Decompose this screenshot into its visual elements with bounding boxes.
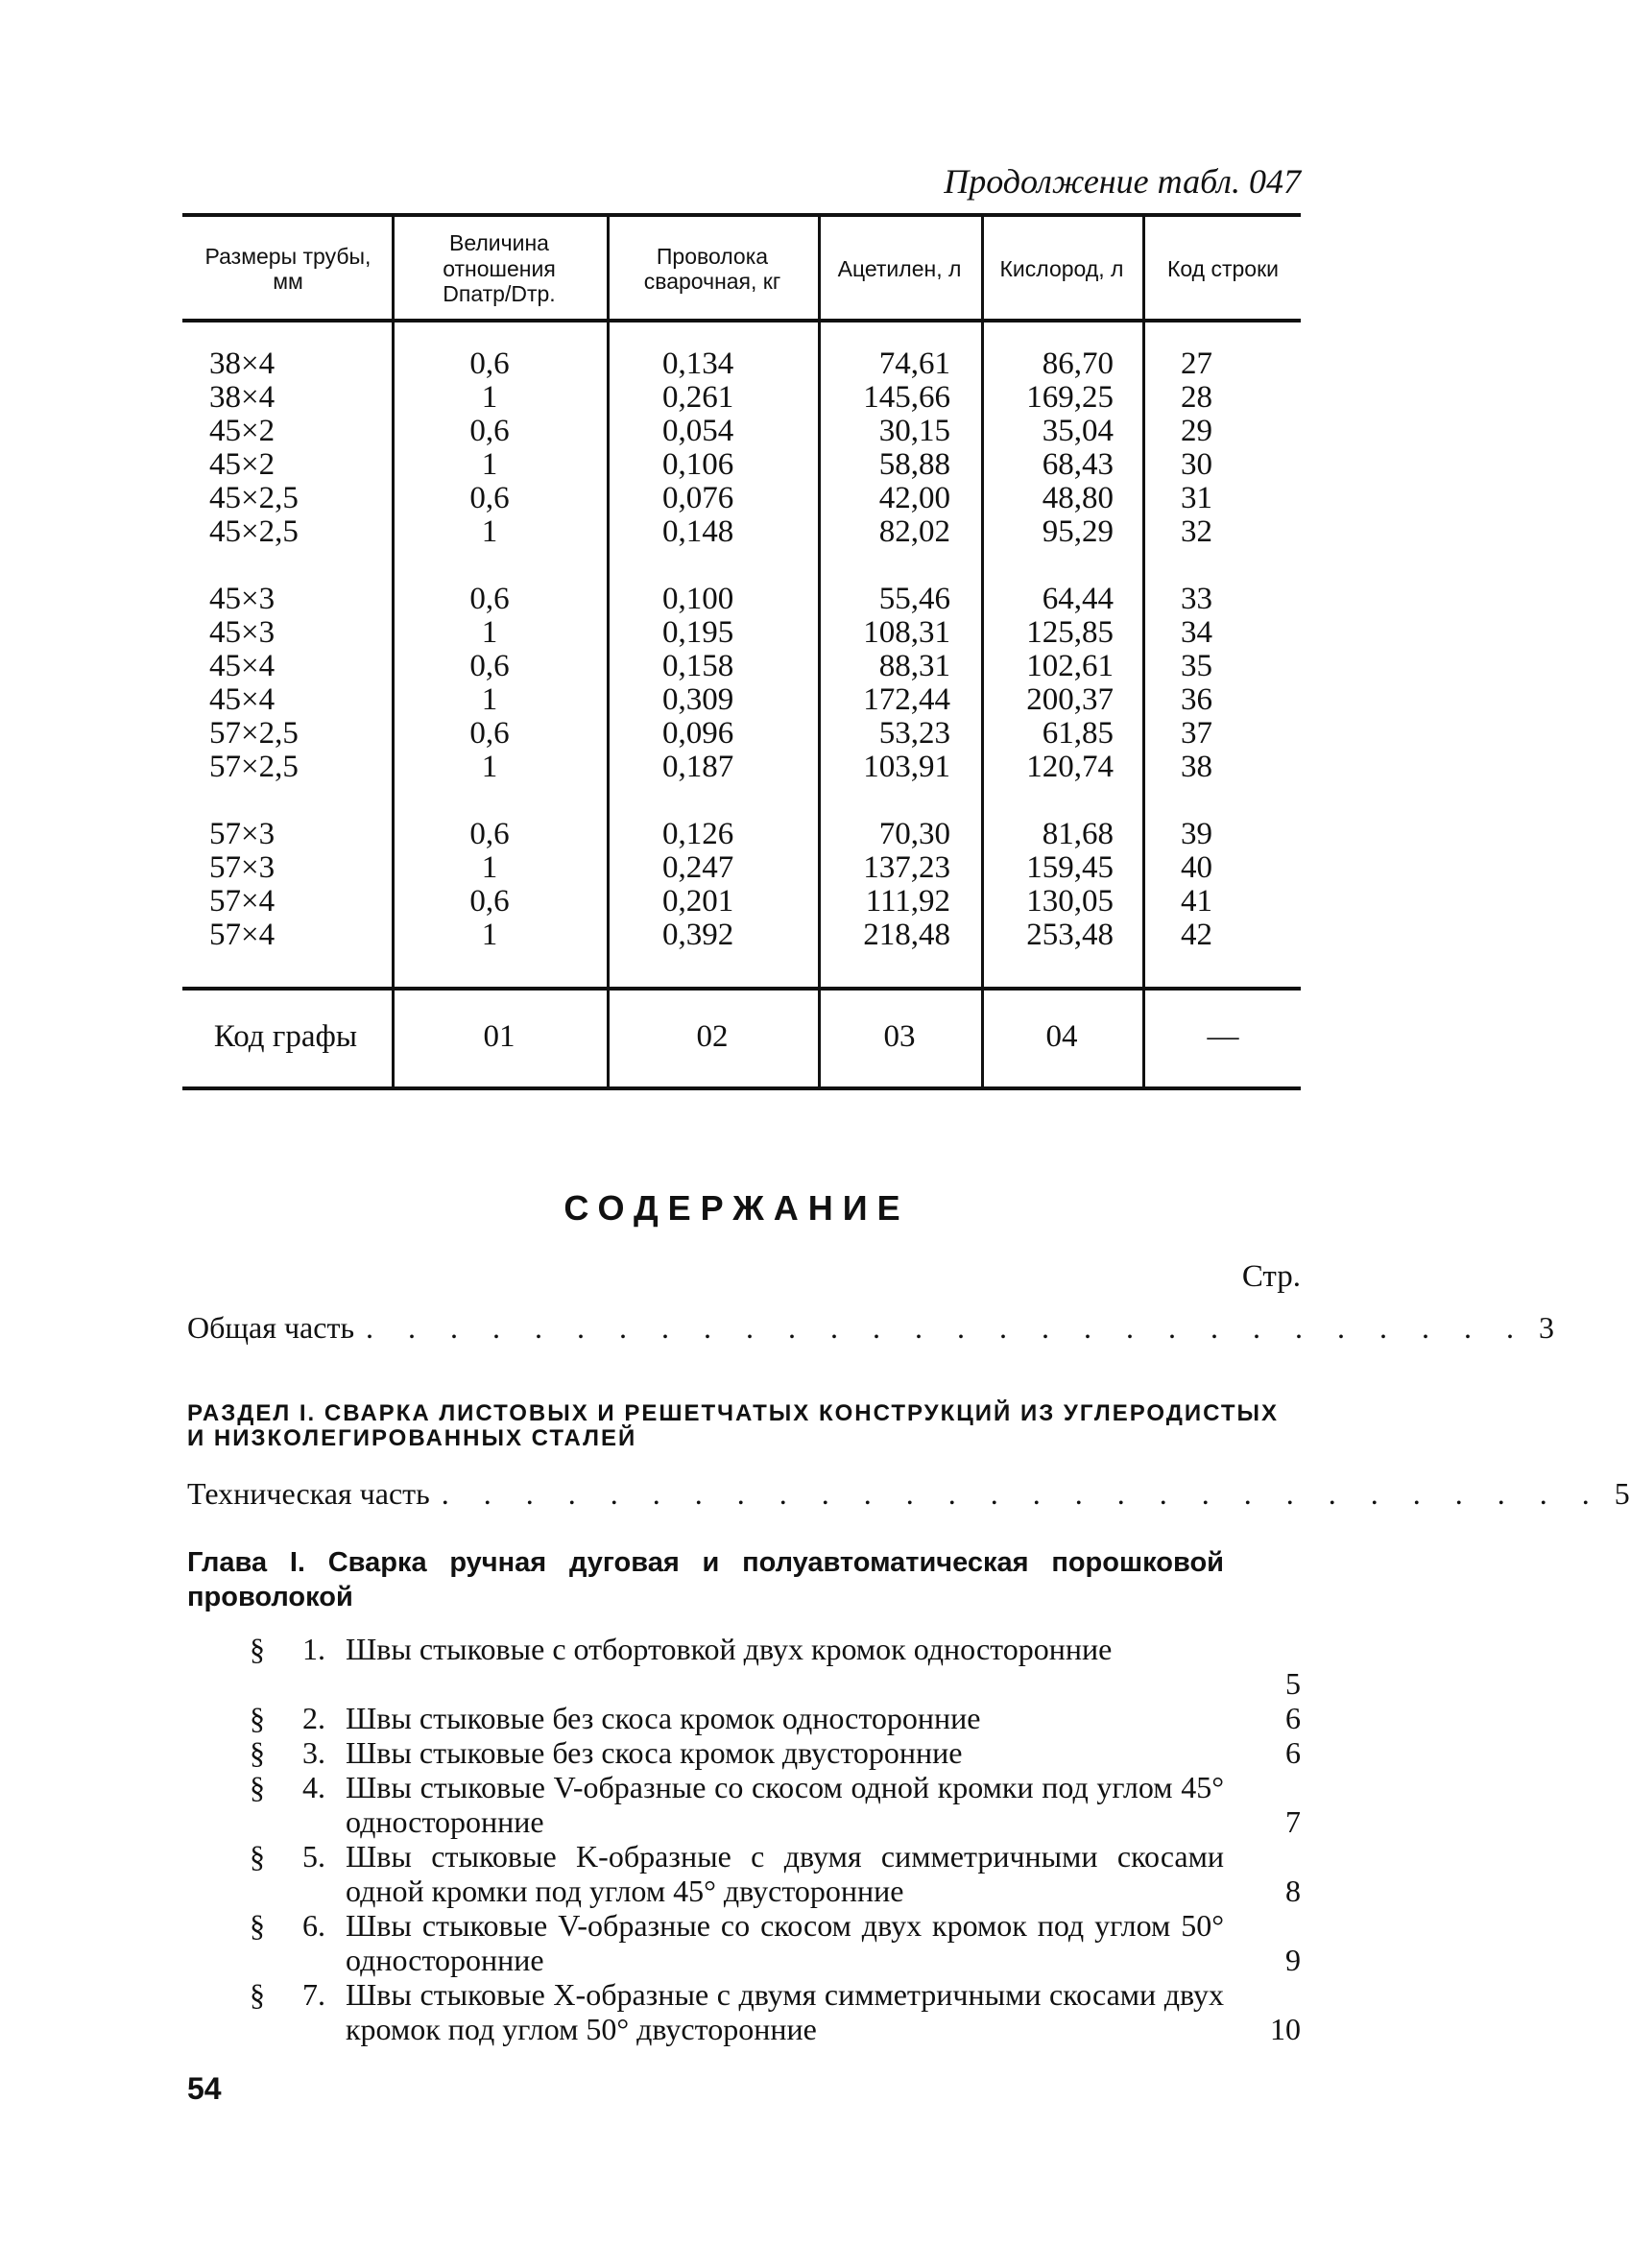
item-number: 1. [302,1632,325,1666]
table-cell: 57×4 [209,884,276,919]
table-cell: 1 [481,850,498,885]
item-text: Швы стыковые V-образные со скосом двух кромок под углом 50° односторонние [346,1908,1224,1977]
table-cell: 111,92 [865,884,950,919]
toc-item [250,1770,1301,1839]
item-number: 3. [302,1735,325,1770]
leader-dots: . . . . . . . . . . . . . . . . . . . . . . . . . . . . [441,1476,1603,1511]
table-header-rule [182,319,1301,322]
table-cell: 0,261 [662,380,734,415]
table-cell: 1 [481,447,498,482]
table-cell: 41 [1181,884,1212,919]
table-cell: 38 [1181,750,1212,784]
item-page: 7 [1285,1804,1301,1839]
section-sign: § [250,1701,265,1735]
item-text: Швы стыковые X-образные с двумя симметричными скосами двух кромок под углом 50° двусторонние [346,1977,1224,2046]
table-cell: 45×2 [209,414,276,448]
table-cell: 0,392 [662,918,734,952]
table-cell: 64,44 [1042,582,1114,616]
table-cell: 120,74 [1026,750,1114,784]
table-cell: 0,309 [662,682,734,717]
item-page: 6 [1285,1701,1301,1735]
section-sign: § [250,1735,265,1770]
toc-entry-page: 5 [1614,1476,1630,1511]
table-cell: 27 [1181,346,1212,381]
column-ratio [413,347,566,952]
table-cell: 159,45 [1026,850,1114,885]
table-cell: 1 [481,682,498,717]
toc-entry-label: Техническая часть [187,1476,430,1511]
table-cell: 42 [1181,918,1212,952]
table-cell: 130,05 [1026,884,1114,919]
section-sign: § [250,1632,265,1666]
table-cell: 0,187 [662,750,734,784]
chapter-heading: Глава I. Сварка ручная дуговая и полуавтоматическая порошковой проволокой [187,1547,1224,1612]
table-cell: 0,6 [469,716,510,751]
toc-page-label: Стр. [1241,1259,1301,1294]
footer-code: 04 [1045,1018,1078,1054]
section-heading: РАЗДЕЛ I. СВАРКА ЛИСТОВЫХ И РЕШЕТЧАТЫХ КОНСТРУКЦИЙ ИЗ УГЛЕРОДИСТЫХ И НИЗКОЛЕГИРОВАННЫХ СТАЛЕЙ [187,1400,1279,1451]
table-cell: 45×4 [209,682,276,717]
table-cell: 57×4 [209,918,276,952]
table-cell: 1 [481,380,498,415]
table-cell: 200,37 [1026,682,1114,717]
footer-code: 02 [696,1018,729,1054]
table-cell: 57×2,5 [209,716,299,751]
table-caption: Продолжение табл. 047 [944,162,1301,201]
header-wire: Проволока сварочная, кг [643,243,781,294]
table-cell: 35 [1181,649,1212,683]
column-divider [392,213,395,1086]
table-cell: 145,66 [863,380,950,415]
footer-code: — [1207,1018,1239,1054]
table-cell: 74,61 [878,346,950,381]
footer-label: Код графы [213,1018,358,1054]
column-row-code [1181,347,1258,952]
table-body-rule [182,987,1301,991]
table-cell: 0,6 [469,649,510,683]
table-cell: 0,6 [469,481,510,515]
table-cell: 253,48 [1026,918,1114,952]
table-cell: 1 [481,918,498,952]
table-cell: 48,80 [1042,481,1114,515]
table-cell: 55,46 [878,582,950,616]
table-cell: 0,134 [662,346,734,381]
table-cell: 0,158 [662,649,734,683]
header-oxygen: Кислород, л [999,255,1124,281]
table-cell: 37 [1181,716,1212,751]
item-number: 4. [302,1770,325,1804]
table-cell: 0,054 [662,414,734,448]
column-acetylene [826,347,950,952]
table-cell: 38×4 [209,346,276,381]
table-top-rule [182,213,1301,217]
leader-dots: . . . . . . . . . . . . . . . . . . . . . . . . . . . . [366,1310,1528,1345]
page-number: 54 [187,2071,222,2106]
item-page: 8 [1285,1874,1301,1908]
table-cell: 0,148 [662,514,734,549]
table-cell: 0,076 [662,481,734,515]
toc-technical [187,1476,1630,1512]
table-cell: 0,126 [662,817,734,851]
item-number: 6. [302,1908,325,1943]
table-cell: 58,88 [878,447,950,482]
item-text: Швы стыковые с отбортовкой двух кромок односторонние [346,1632,1113,1666]
table-cell: 57×3 [209,850,276,885]
table-cell: 86,70 [1042,346,1114,381]
item-page: 10 [1270,2012,1301,2046]
table-cell: 45×2,5 [209,481,299,515]
item-number: 5. [302,1839,325,1874]
item-text: Швы стыковые V-образные со скосом одной кромки под углом 45° односторонние [346,1770,1224,1839]
table-cell: 1 [481,514,498,549]
table-cell: 33 [1181,582,1212,616]
table-cell: 45×3 [209,582,276,616]
table-cell: 0,247 [662,850,734,885]
item-text: Швы стыковые без скоса кромок односторонние [346,1701,981,1735]
table-cell: 88,31 [878,649,950,683]
table-cell: 36 [1181,682,1212,717]
column-divider [818,213,821,1086]
table-cell: 31 [1181,481,1212,515]
column-pipe-size [209,347,382,952]
table-cell: 0,100 [662,582,734,616]
table-cell: 42,00 [878,481,950,515]
table-cell: 1 [481,750,498,784]
table-cell: 103,91 [863,750,950,784]
table-cell: 0,201 [662,884,734,919]
toc-entry-page: 3 [1539,1310,1555,1345]
toc-general [187,1310,1555,1346]
table-cell: 45×4 [209,649,276,683]
table-cell: 29 [1181,414,1212,448]
header-acetylene: Ацетилен, л [837,255,962,281]
table-cell: 28 [1181,380,1212,415]
table-cell: 108,31 [863,615,950,650]
toc-entry-label: Общая часть [187,1310,355,1345]
toc-item [250,1977,1301,2046]
table-cell: 172,44 [863,682,950,717]
table-cell: 61,85 [1042,716,1114,751]
table-cell: 169,25 [1026,380,1114,415]
toc-item [250,1632,1301,1701]
footer-code: 01 [483,1018,515,1054]
column-wire [662,347,797,952]
section-sign: § [250,1770,265,1804]
table-cell: 57×2,5 [209,750,299,784]
table-cell: 70,30 [878,817,950,851]
column-divider [981,213,984,1086]
table-cell: 35,04 [1042,414,1114,448]
table-cell: 38×4 [209,380,276,415]
table-cell: 1 [481,615,498,650]
table-cell: 102,61 [1026,649,1114,683]
item-number: 2. [302,1701,325,1735]
table-cell: 0,6 [469,884,510,919]
table-cell: 34 [1181,615,1212,650]
table-cell: 0,6 [469,582,510,616]
table-cell: 0,195 [662,615,734,650]
section-sign: § [250,1977,265,2012]
table-cell: 0,6 [469,817,510,851]
table-cell: 95,29 [1042,514,1114,549]
section-sign: § [250,1839,265,1874]
item-page: 5 [1285,1666,1301,1701]
item-page: 6 [1285,1735,1301,1770]
table-cell: 0,096 [662,716,734,751]
header-pipe-size: Размеры трубы, мм [204,243,372,294]
table-cell: 0,6 [469,346,510,381]
table-cell: 39 [1181,817,1212,851]
toc-item [250,1701,1301,1735]
table-cell: 0,6 [469,414,510,448]
table-cell: 40 [1181,850,1212,885]
header-ratio: Величина отношения Dпатр/Dтр. [443,230,556,307]
item-page: 9 [1285,1943,1301,1977]
column-oxygen [989,347,1114,952]
table-bottom-rule [182,1086,1301,1090]
table-cell: 30,15 [878,414,950,448]
column-divider [1142,213,1145,1086]
section-sign: § [250,1908,265,1943]
table-cell: 81,68 [1042,817,1114,851]
table-cell: 82,02 [878,514,950,549]
item-text: Швы стыковые K-образные с двумя симметричными скосами одной кромки под углом 45° двусторонние [346,1839,1224,1908]
table-cell: 125,85 [1026,615,1114,650]
table-cell: 32 [1181,514,1212,549]
table-cell: 30 [1181,447,1212,482]
header-row-code: Код строки [1166,255,1280,281]
table-cell: 45×2 [209,447,276,482]
toc-item [250,1908,1301,1977]
table-cell: 45×3 [209,615,276,650]
toc-title: СОДЕРЖАНИЕ [563,1188,910,1228]
table-cell: 57×3 [209,817,276,851]
table-cell: 137,23 [863,850,950,885]
table-cell: 218,48 [863,918,950,952]
item-text: Швы стыковые без скоса кромок двусторонние [346,1735,963,1770]
footer-code: 03 [883,1018,916,1054]
table-cell: 0,106 [662,447,734,482]
table-cell: 53,23 [878,716,950,751]
table-cell: 45×2,5 [209,514,299,549]
toc-item [250,1735,1301,1770]
toc-item [250,1839,1301,1908]
column-divider [607,213,610,1086]
item-number: 7. [302,1977,325,2012]
table-cell: 68,43 [1042,447,1114,482]
